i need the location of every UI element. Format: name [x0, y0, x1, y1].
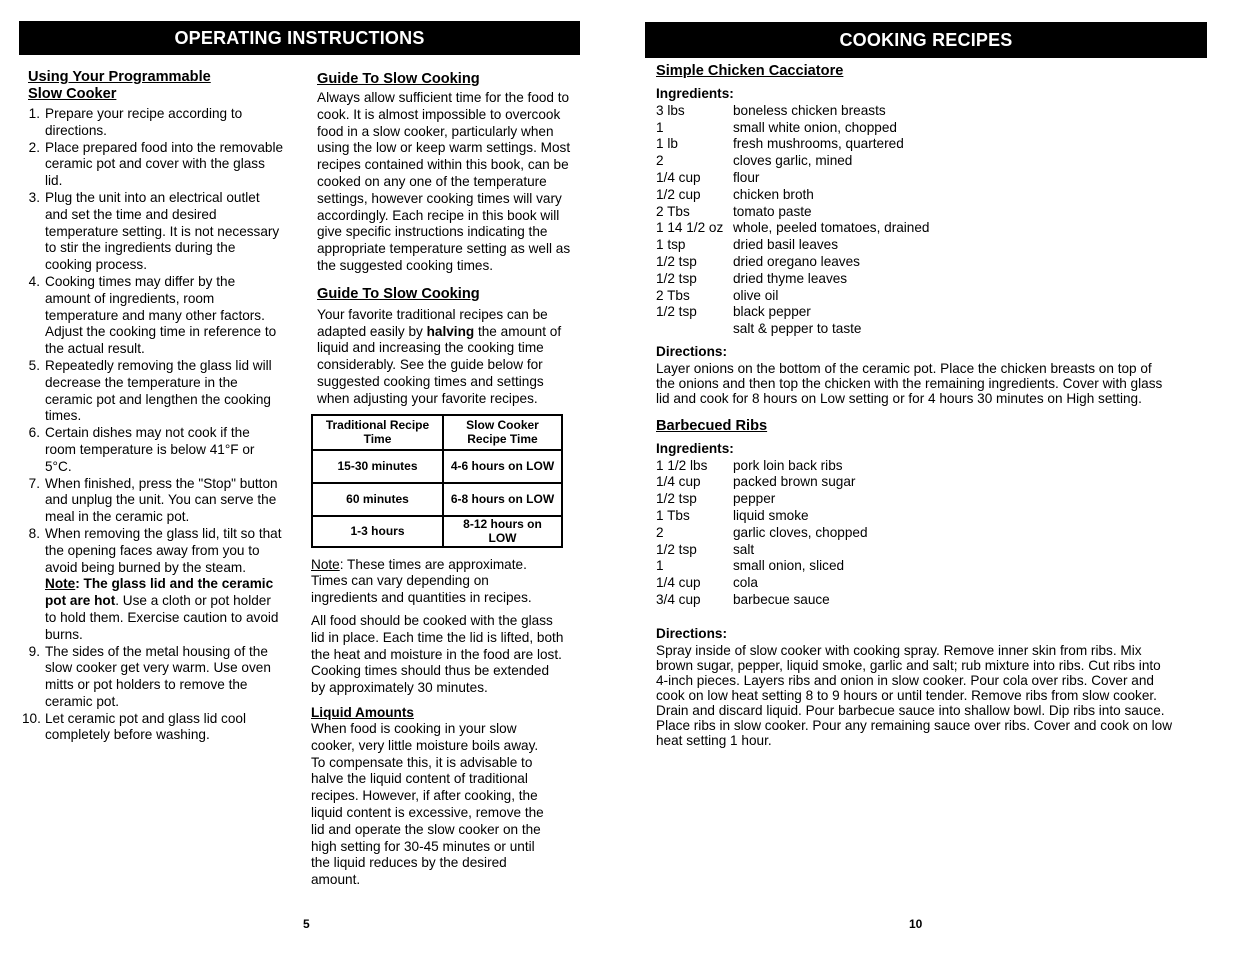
ingredient-name: fresh mushrooms, quartered — [733, 136, 904, 152]
ingredient-row — [656, 103, 1176, 120]
step-item: 3. Plug the unit into an electrical outlet and set the time and desired temperature setting. It is not necessary to stir the ingredients during the cooking process. — [28, 189, 280, 273]
step-item: 10. Let ceramic pot and glass lid cool completely before washing. — [22, 710, 246, 743]
ingredient-row — [656, 508, 1176, 525]
ingredient-row — [656, 575, 1176, 592]
ingredient-amount: 1/4 cup — [656, 474, 701, 490]
step-item: 9. The sides of the metal housing of the slow cooker get very warm. Use oven mitts or pot holders to remove the ceramic pot. — [28, 643, 271, 709]
ingredient-row — [656, 254, 1176, 271]
ingredient-amount: 1 1/2 lbs — [656, 457, 708, 473]
cooking-recipes-banner: COOKING RECIPES — [645, 22, 1207, 58]
recipe-title: Barbecued Ribs — [656, 417, 768, 434]
ingredient-name: pork loin back ribs — [733, 457, 843, 473]
ingredient-name: small onion, sliced — [733, 558, 845, 574]
ingredients-list — [656, 103, 1176, 338]
table-row — [312, 516, 562, 547]
table-cell: 8-12 hours on LOW — [443, 516, 562, 547]
ingredient-name: olive oil — [733, 287, 779, 303]
approximate-note: Note: These times are approximate. Times can vary depending on ingredients and quantities in recipes. — [311, 556, 532, 606]
ingredient-name: pepper — [733, 491, 776, 507]
ingredient-amount: 1/2 cup — [656, 186, 701, 202]
ingredient-amount: 1/2 tsp — [656, 270, 697, 286]
step8-note-label: Note — [45, 576, 76, 592]
liquid-title: Liquid Amounts — [311, 704, 414, 720]
ingredient-row — [656, 491, 1176, 508]
guide-text-2: Your favorite traditional recipes can be adapted easily by halving the amount of liquid and increasing the cooking time considerably. See the guide below for suggested cooking times and settings when adjusting your favorite recipes. — [317, 306, 562, 406]
directions-text: Layer onions on the bottom of the ceramic pot. Place the chicken breasts on top of the onions and then top the chicken with the remaining ingredients. Cover with glass lid and cook for 8 hours on Low setting or for 4 hours 30 minutes on High setting. — [656, 360, 1163, 406]
ingredient-row — [656, 592, 1176, 609]
ingredient-amount: 2 — [656, 153, 664, 169]
ingredient-row — [656, 204, 1176, 221]
ingredient-row — [656, 120, 1176, 137]
ingredient-name: dried oregano leaves — [733, 253, 860, 269]
recipes-column — [656, 63, 1176, 748]
ingredients-list — [656, 458, 1176, 609]
ingredient-row — [656, 542, 1176, 559]
step-item: 4. Cooking times may differ by the amount of ingredients, room temperature and many other factors. Adjust the cooking time in reference to the actual result. — [28, 273, 277, 357]
ingredient-row — [656, 220, 1176, 237]
step-item: 8. When removing the glass lid, tilt so that the opening faces away from you to avoid being burned by the steam. Note: The glass lid and the ceramic pot are hot. Use a cloth or pot holder to hold them. Exercise caution to avoid burns. — [28, 525, 282, 642]
step-item: 2. Place prepared food into the removable ceramic pot and cover with the glass lid. — [28, 139, 284, 189]
ingredients-label: Ingredients: — [656, 86, 734, 101]
ingredient-amount: 1/2 tsp — [656, 253, 697, 269]
ingredient-name: barbecue sauce — [733, 591, 830, 607]
table-row — [312, 450, 562, 483]
ingredient-amount: 1 — [656, 119, 664, 135]
ingredient-name: cloves garlic, mined — [733, 153, 853, 169]
ingredient-name: packed brown sugar — [733, 474, 856, 490]
ingredient-row — [656, 170, 1176, 187]
recipe-title: Simple Chicken Cacciatore — [656, 63, 844, 79]
guide-title-1: Guide To Slow Cooking — [317, 71, 480, 87]
instruction-steps — [22, 106, 284, 744]
ingredient-amount: 1/2 tsp — [656, 541, 697, 557]
step-item: 6. Certain dishes may not cook if the room temperature is below 41°F or 5°C. — [28, 425, 255, 474]
ingredient-amount: 1/4 cup — [656, 575, 701, 591]
ingredient-amount: 1 Tbs — [656, 507, 690, 523]
directions-label: Directions: — [656, 343, 728, 359]
ingredient-name: small white onion, chopped — [733, 119, 897, 135]
ingredient-row — [656, 271, 1176, 288]
ingredient-name: garlic cloves, chopped — [733, 524, 868, 540]
operating-instructions-banner: OPERATING INSTRUCTIONS — [19, 21, 580, 55]
ingredient-amount: 2 — [656, 524, 664, 540]
ingredient-row — [656, 321, 1176, 338]
liquid-text: When food is cooking in your slow cooker, very little moisture boils away. To compensate this, it is advisable to halve the liquid content of traditional recipes. However, if after cooking, the liquid content is excessive, remove the lid and operate the slow cooker on the high setting for 30-45 minutes or until the liquid reduces by the desired amount. — [311, 720, 544, 888]
programmable-section — [22, 69, 284, 744]
ingredient-name: flour — [733, 169, 760, 185]
ingredient-name: cola — [733, 575, 758, 591]
ingredient-row — [656, 525, 1176, 542]
ingredient-amount: 1 14 1/2 oz — [656, 220, 724, 236]
ingredient-row — [656, 237, 1176, 254]
guide-title-2: Guide To Slow Cooking — [317, 285, 480, 302]
table-cell: 60 minutes — [312, 483, 443, 516]
ingredient-name: chicken broth — [733, 186, 814, 202]
recipe-barbecued-ribs — [656, 418, 1176, 748]
ingredient-name: tomato paste — [733, 203, 812, 219]
programmable-title: Using Your Programmable Slow Cooker — [28, 69, 211, 102]
ingredient-amount: 1/2 tsp — [656, 491, 697, 507]
ingredient-row — [656, 288, 1176, 305]
step-item: 1. Prepare your recipe according to directions. — [28, 106, 243, 138]
ingredient-name: liquid smoke — [733, 507, 809, 523]
ingredients-label: Ingredients: — [656, 440, 734, 456]
step-item: 5. Repeatedly removing the glass lid will decrease the temperature in the ceramic pot and lengthen the cooking times. — [28, 357, 272, 424]
ingredient-name: black pepper — [733, 304, 811, 320]
ingredient-name: salt & pepper to taste — [733, 321, 862, 337]
ingredient-name: dried basil leaves — [733, 237, 839, 253]
ingredient-row — [656, 304, 1176, 321]
ingredient-amount: 1 tsp — [656, 237, 686, 253]
page-number-right: 10 — [909, 917, 923, 931]
ingredient-row — [656, 558, 1176, 575]
ingredient-amount: 3 lbs — [656, 102, 685, 118]
ingredient-name: salt — [733, 541, 755, 557]
page-number-left: 5 — [303, 917, 310, 931]
guide-text-1: Always allow sufficient time for the food to cook. It is almost impossible to overcook food in a slow cooker, particularly when using the low or keep warm settings. Most recipes contained within this book, can be cooked on any one of the temperature settings, however cooking times will vary accordingly. Each recipe in this book will give specific instructions indicating the appropriate temperature setting as well as the suggested cooking times. — [317, 90, 571, 273]
table-header: Slow Cooker Recipe Time — [443, 415, 562, 450]
cooking-time-table — [311, 414, 563, 548]
ingredient-name: dried thyme leaves — [733, 270, 848, 286]
table-cell: 4-6 hours on LOW — [443, 450, 562, 483]
table-header: Traditional Recipe Time — [312, 415, 443, 450]
table-header-row — [312, 415, 562, 450]
directions-text: Spray inside of slow cooker with cooking spray. Remove inner skin from ribs. Mix brown sugar, pepper, liquid smoke, garlic and salt; rub mixture into ribs. Cut ribs into 4-inch pieces. Layers ribs and onion in slow cooker. Pour cola over ribs. Cover and cook on low heat setting 8 to 9 hours or until tender. Remove ribs from slow cooker. Drain and discard liquid. Pour barbecue sauce into shallow bowl. Dip ribs into sauce. Place ribs in slow cooker. Pour any remaining sauce over ribs. Cover and cook on low heat setting 1 hour. — [656, 642, 1173, 748]
directions-label: Directions: — [656, 625, 728, 641]
ingredient-amount: 1/4 cup — [656, 169, 701, 185]
table-cell: 15-30 minutes — [312, 450, 443, 483]
step8-note-bold: : The glass lid and the ceramic pot are hot — [45, 576, 274, 609]
recipe-chicken-cacciatore — [656, 63, 1176, 406]
ingredient-name: whole, peeled tomatoes, drained — [733, 220, 930, 236]
table-row — [312, 483, 562, 516]
ingredient-amount: 2 Tbs — [656, 287, 690, 303]
table-cell: 6-8 hours on LOW — [443, 483, 562, 516]
ingredient-amount: 2 Tbs — [656, 203, 690, 219]
ingredient-amount: 1/2 tsp — [656, 304, 697, 320]
ingredient-amount: 1 — [656, 558, 664, 574]
ingredient-row — [656, 187, 1176, 204]
ingredient-row — [656, 153, 1176, 170]
ingredient-row — [656, 458, 1176, 475]
guide-column — [311, 71, 571, 889]
ingredient-amount — [656, 321, 733, 338]
ingredient-row — [656, 474, 1176, 491]
lid-text: All food should be cooked with the glass lid in place. Each time the lid is lifted, both the heat and moisture in the food are lost. Cooking times should thus be extended by approximately 30 minutes. — [311, 612, 564, 696]
ingredient-amount: 1 lb — [656, 136, 678, 152]
step-item: 7. When finished, press the "Stop" button and unplug the unit. You can serve the meal in the ceramic pot. — [28, 475, 278, 525]
ingredient-name: boneless chicken breasts — [733, 102, 886, 118]
table-cell: 1-3 hours — [312, 516, 443, 547]
ingredient-amount: 3/4 cup — [656, 591, 701, 607]
ingredient-row — [656, 136, 1176, 153]
